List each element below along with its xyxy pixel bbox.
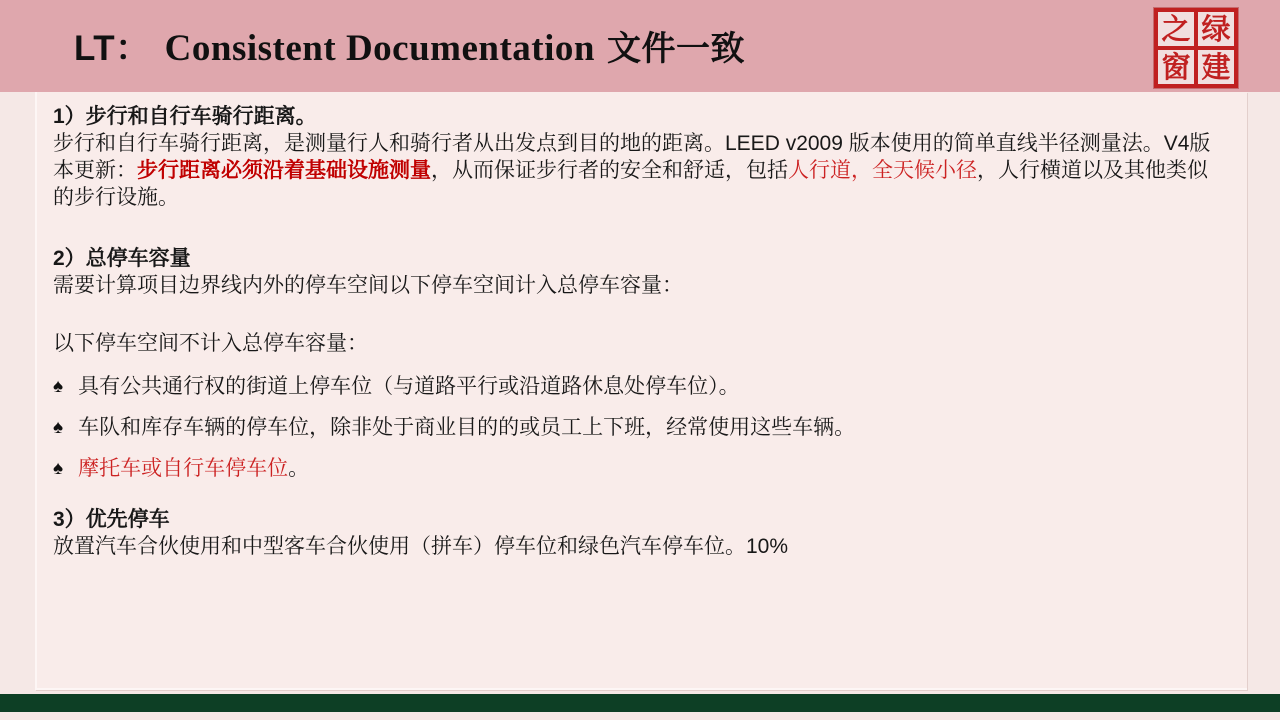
bullet-1-text: 具有公共通行权的街道上停车位（与道路平行或沿道路休息处停车位）。: [78, 375, 740, 398]
section-3-paragraph: 放置汽车合伙使用和中型客车合伙使用（拼车）停车位和绿色汽车停车位。10%: [53, 535, 789, 558]
s1-red-emphasis: 步行距离必须沿着基础设施测量: [137, 159, 431, 182]
title-prefix: LT：: [74, 29, 151, 68]
s1-text-1: 步行和自行车骑行距离，是测量行人和骑行者从出发点到目的地的距离。LEED v2009 版本使用的简单直线半径测量法。V4版本更新：: [53, 132, 1211, 182]
bullet-3-suffix: 。: [288, 457, 310, 480]
spade-bullet-icon: ♠: [53, 417, 64, 438]
title-english: Consistent Documentation: [164, 28, 595, 69]
seal-grid: [1158, 12, 1234, 84]
seal-char-chuang: 窗: [1158, 50, 1194, 84]
bullet-3-text: [78, 455, 309, 482]
section-3-heading: 3）优先停车: [53, 508, 170, 531]
seal-char-lv: 绿: [1198, 12, 1234, 46]
title-chinese: 文件一致: [606, 30, 745, 68]
bullet-2-text: 车队和库存车辆的停车位，除非处于商业目的的或员工上下班，经常使用这些车辆。: [78, 416, 856, 439]
green-building-window-seal-logo: [1154, 8, 1238, 88]
section-1-paragraph: [53, 130, 1227, 211]
section-2-heading: 2）总停车容量: [53, 247, 191, 270]
s1-red-terms: 人行道，全天候小径: [788, 159, 977, 182]
section-1-heading: 1）步行和自行车骑行距离。: [53, 105, 317, 128]
bullet-3-red-text: 摩托车或自行车停车位: [78, 457, 289, 480]
list-item: [53, 414, 1227, 441]
seal-char-zhi: 之: [1158, 12, 1194, 46]
page-title: [0, 21, 745, 71]
list-item: [53, 373, 1227, 400]
content-panel: [35, 92, 1247, 690]
section-2-paragraph-2: 以下停车空间不计入总停车容量：: [53, 332, 368, 355]
footer-bar: [0, 694, 1280, 712]
seal-char-jian: 建: [1198, 50, 1234, 84]
spade-bullet-icon: ♠: [53, 376, 64, 397]
slide-header: [0, 0, 1280, 92]
list-item: [53, 455, 1227, 482]
spade-bullet-icon: ♠: [53, 458, 64, 479]
section-2-paragraph-1: 需要计算项目边界线内外的停车空间以下停车空间计入总停车容量：: [53, 274, 683, 297]
s1-text-3: ，人行横道以及其他类似的步行设施。: [53, 159, 1208, 209]
s1-text-2: ，从而保证步行者的安全和舒适，包括: [431, 159, 788, 182]
